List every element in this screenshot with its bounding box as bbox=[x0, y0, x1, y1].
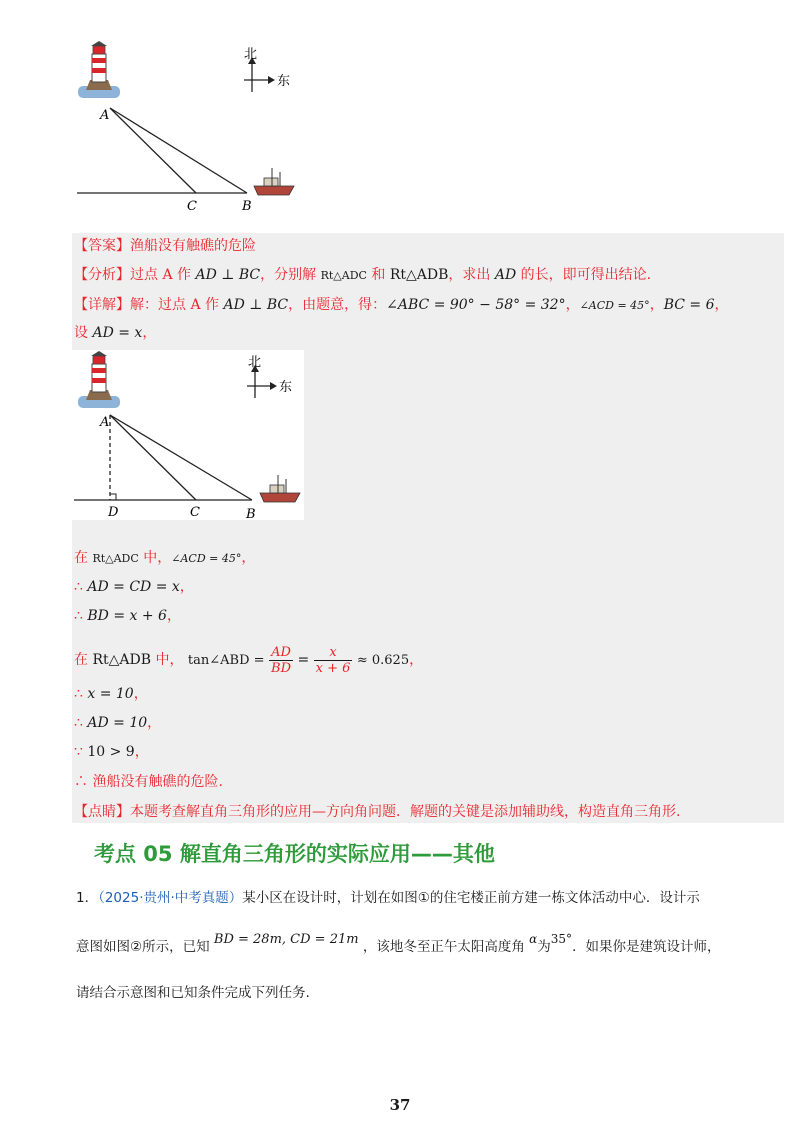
question-line-2: 意图如图②所示，已知 BD = 28m, CD = 21m ，该地冬至正午太阳高度角 α为35°．如果你是建筑设计师， bbox=[76, 932, 721, 955]
east-label: 东 bbox=[279, 380, 293, 395]
step-1: 在 Rt△ADC 中，∠ACD = 45°， bbox=[74, 550, 256, 566]
question-line-3: 请结合示意图和已知条件完成下列任务. bbox=[76, 985, 310, 1001]
north-label: 北 bbox=[248, 355, 262, 370]
lighthouse-icon bbox=[78, 41, 120, 98]
section-title: 考点 05 解直角三角形的实际应用——其他 bbox=[94, 842, 495, 866]
lighthouse-icon bbox=[78, 351, 120, 408]
comment-line: 【点睛】本题考查解直角三角形的应用—方向角问题．解题的关键是添加辅助线，构造直角三角形. bbox=[74, 804, 681, 820]
point-b-label: B bbox=[246, 507, 256, 520]
lighthouse-figure-1 bbox=[72, 40, 312, 215]
solution-panel bbox=[72, 233, 784, 823]
point-c-label: C bbox=[190, 505, 200, 520]
step-8: ∴ 渔船没有触礁的危险. bbox=[74, 774, 223, 790]
step-2: ∴ AD = CD = x， bbox=[74, 579, 194, 595]
point-b-label: B bbox=[242, 199, 252, 214]
fishing-boat-icon bbox=[260, 475, 300, 502]
point-c-label: C bbox=[187, 199, 197, 214]
step-6: ∴ AD = 10， bbox=[74, 715, 162, 731]
page-number: 37 bbox=[389, 1096, 411, 1114]
detail-line-2: 设 AD = x， bbox=[74, 325, 157, 341]
step-7: ∵ 10 > 9， bbox=[74, 744, 149, 760]
detail-line-1: 【详解】解：过点 A 作 AD ⊥ BC，由题意，得：∠ABC = 90° − 58° = 32°，∠ACD = 45°，BC = 6， bbox=[74, 297, 729, 313]
step-3: ∴ BD = x + 6， bbox=[74, 608, 181, 624]
point-d-label: D bbox=[108, 505, 119, 520]
point-a-label: A bbox=[100, 108, 110, 123]
point-a-label: A bbox=[100, 415, 110, 430]
fishing-boat-icon bbox=[254, 168, 294, 195]
step-4: 在 Rt△ADB 中， tan∠ABD = $\frac{AD}{BD}$ = $\frac{x}{x + 6}$ ≈ 0.625， bbox=[74, 644, 424, 676]
north-label: 北 bbox=[244, 47, 258, 62]
answer-line: 【答案】渔船没有触礁的危险 bbox=[74, 238, 256, 254]
step-5: ∴ x = 10， bbox=[74, 686, 148, 702]
east-label: 东 bbox=[277, 74, 291, 89]
analysis-line: 【分析】过点 A 作 AD ⊥ BC，分别解 Rt△ADC 和 Rt△ADB，求出 AD 的长，即可得出结论. bbox=[74, 267, 652, 283]
question-line-1: 1．（2025·贵州·中考真题）某小区在设计时，计划在如图①的住宅楼正前方建一栋文体活动中心．设计示 bbox=[76, 890, 700, 906]
lighthouse-figure-2 bbox=[72, 350, 304, 520]
